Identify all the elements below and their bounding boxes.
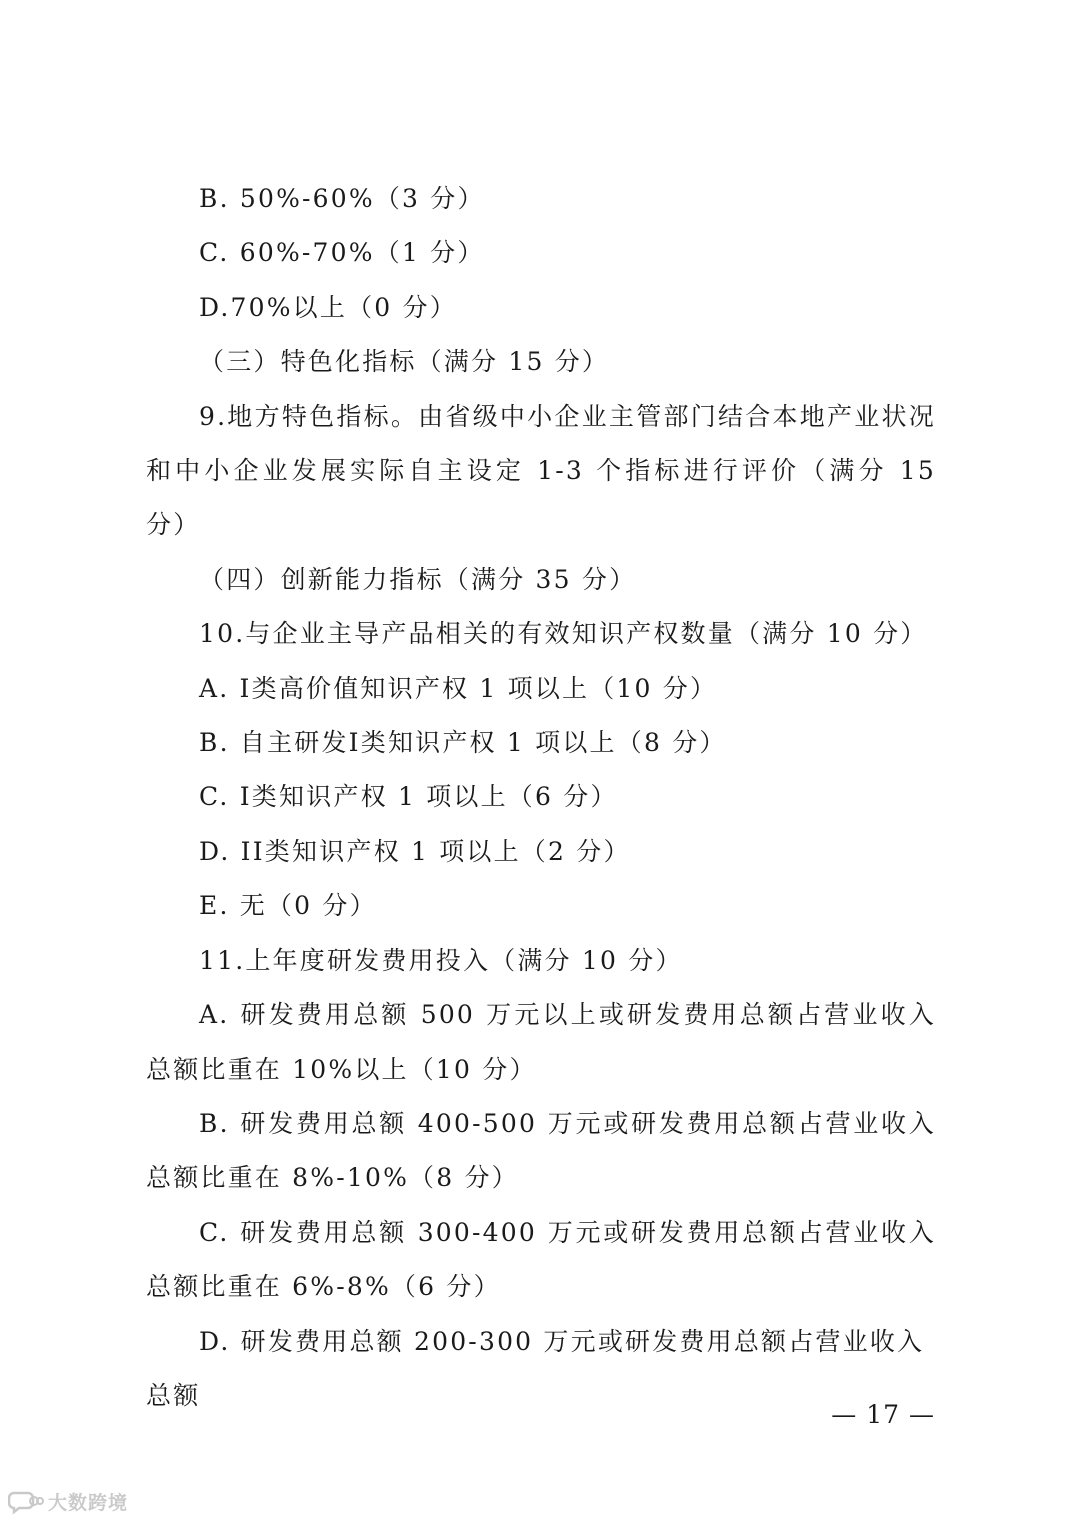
- item-11-option-b: B. 研发费用总额 400-500 万元或研发费用总额占营业收入总额比重在 8%-10%（8 分）: [146, 1108, 936, 1193]
- chat-bubble-logo-icon: [8, 1489, 44, 1515]
- watermark: [8, 1488, 128, 1515]
- item-11-option-c: C. 研发费用总额 300-400 万元或研发费用总额占营业收入总额比重在 6%-8%（6 分）: [146, 1217, 936, 1302]
- item-10-option-e: E. 无（0 分）: [199, 891, 377, 921]
- item-10-option-b: B. 自主研发I类知识产权 1 项以上（8 分）: [199, 728, 727, 758]
- item-10-option-c: C. I类知识产权 1 项以上（6 分）: [199, 782, 618, 812]
- option-c-line: C. 60%-70%（1 分）: [199, 238, 485, 268]
- document-body: [146, 172, 936, 1423]
- item-11-option-a: A. 研发费用总额 500 万元以上或研发费用总额占营业收入总额比重在 10%以上（10 分）: [146, 1000, 936, 1084]
- option-d-line: D.70%以上（0 分）: [199, 292, 457, 322]
- page-number: — 17 —: [831, 1400, 935, 1429]
- item-9-paragraph: 9.地方特色指标。由省级中小企业主管部门结合本地产业状况和中小企业发展实际自主设定 1-3 个指标进行评价（满分 15 分）: [146, 401, 936, 540]
- section-heading-four: （四）创新能力指标（满分 35 分）: [199, 564, 637, 594]
- item-11-option-d: D. 研发费用总额 200-300 万元或研发费用总额占营业收入总额: [146, 1326, 925, 1410]
- item-11-heading: 11.上年度研发费用投入（满分 10 分）: [199, 945, 683, 975]
- watermark-text: 大数跨境: [48, 1492, 129, 1514]
- item-10-option-d: D. II类知识产权 1 项以上（2 分）: [199, 836, 631, 866]
- section-heading-three: （三）特色化指标（满分 15 分）: [199, 347, 610, 377]
- option-b-line: B. 50%-60%（3 分）: [199, 184, 485, 213]
- item-10-heading: 10.与企业主导产品相关的有效知识产权数量（满分 10 分）: [199, 619, 928, 649]
- item-10-option-a: A. I类高价值知识产权 1 项以上（10 分）: [199, 673, 718, 703]
